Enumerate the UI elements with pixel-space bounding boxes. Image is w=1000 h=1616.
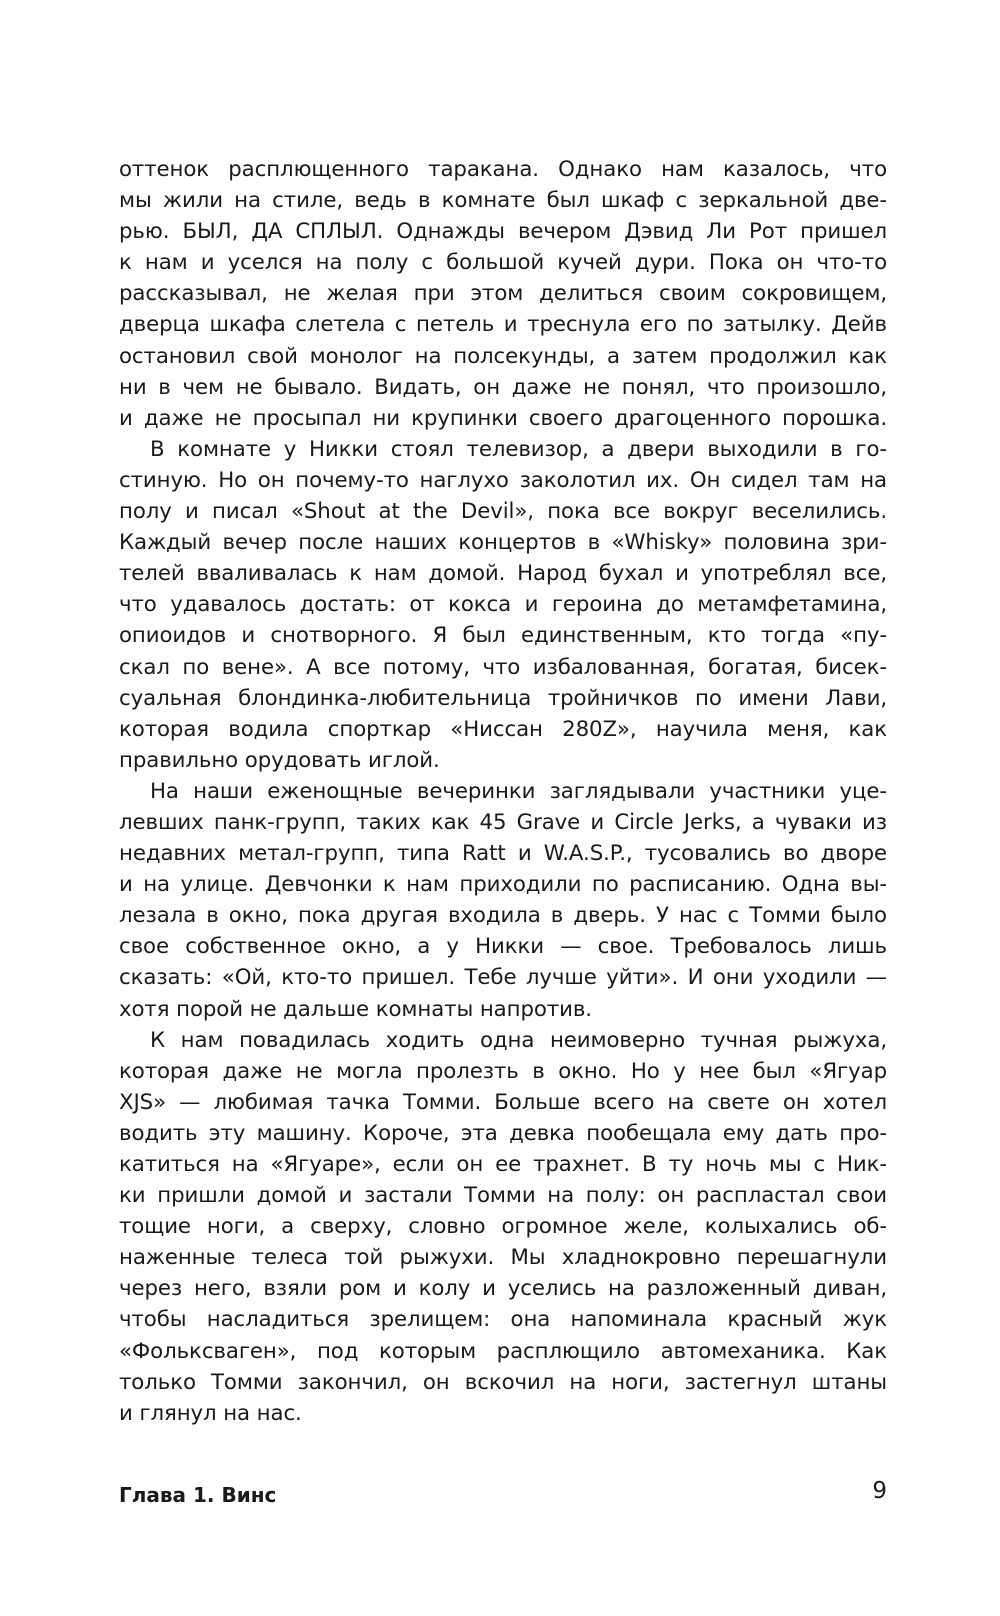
text-line: только Томми закончил, он вскочил на ноги, застегнул штаны (119, 1369, 887, 1395)
text-line: полу и писал «Shout at the Devil», пока все вокруг веселились. (119, 499, 887, 525)
body-text (119, 154, 887, 1429)
text-line: «Фольксваген», под которым расплющило автомеханика. Как (119, 1338, 887, 1364)
text-line: катиться на «Ягуаре», если он ее трахнет. В ту ночь мы с Ник- (119, 1152, 887, 1177)
chapter-title: Глава 1. Винс (119, 1483, 277, 1507)
text-line: которая даже не могла пролезть в окно. Но у нее был «Ягуар (119, 1058, 887, 1084)
text-line: и даже не просыпал ни крупинки своего драгоценного порошка. (119, 405, 887, 431)
text-line: рью. БЫЛ, ДА СПЛЫЛ. Однажды вечером Дэвид Ли Рот пришел (119, 219, 887, 245)
text-line: лезала в окно, пока другая входила в дверь. У нас с Томми было (119, 903, 887, 929)
text-line: водить эту машину. Короче, эта девка пообещала ему дать про- (119, 1120, 887, 1146)
text-line: недавних метал-групп, типа Ratt и W.A.S.P., тусовались во дворе (119, 841, 887, 867)
text-line: и на улице. Девчонки к нам приходили по расписанию. Одна вы- (119, 872, 887, 898)
text-line: ки пришли домой и застали Томми на полу: он распластал свои (119, 1183, 887, 1209)
text-line: остановил свой монолог на полсекунды, а затем продолжил как (119, 343, 887, 369)
text-line: оттенок расплющенного таракана. Однако нам казалось, что (119, 157, 887, 182)
text-line: В комнате у Никки стоял телевизор, а двери выходили в го- (150, 436, 887, 462)
text-line: наженные телеса той рыжухи. Мы хладнокровно перешагнули (119, 1245, 887, 1271)
text-line: свое собственное окно, а у Никки — свое. Требовалось лишь (119, 934, 887, 960)
text-line: опиоидов и снотворного. Я был единственным, кто тогда «пу- (119, 623, 887, 649)
text-line: чтобы насладиться зрелищем: она напоминала красный жук (119, 1307, 887, 1333)
text-line: На наши еженощные вечеринки заглядывали участники уце- (150, 778, 887, 804)
page-number: 9 (872, 1478, 887, 1504)
text-line: телей вваливалась к нам домой. Народ бухал и употреблял все, (119, 561, 887, 587)
text-line: что удавалось достать: от кокса и героина до метамфетамина, (119, 592, 887, 618)
text-line: К нам повадилась ходить одна неимоверно тучная рыжуха, (150, 1027, 887, 1053)
text-line: к нам и уселся на полу с большой кучей дури. Пока он что-то (119, 250, 887, 276)
text-line: через него, взяли ром и колу и уселись на разложенный диван, (119, 1276, 887, 1302)
text-line: суальная блондинка-любительница тройничков по имени Лави, (119, 685, 887, 711)
text-line: правильно орудовать иглой. (119, 747, 440, 773)
text-line: дверца шкафа слетела с петель и треснула его по затылку. Дейв (119, 312, 887, 338)
text-line: рассказывал, не желая при этом делиться своим сокровищем, (119, 281, 887, 307)
text-line: левших панк-групп, таких как 45 Grave и Circle Jerks, а чуваки из (119, 809, 887, 835)
text-line: сказать: «Ой, кто-то пришел. Тебе лучше уйти». И они уходили — (119, 965, 887, 991)
text-line: стиную. Но он почему-то наглухо заколотил их. Он сидел там на (119, 467, 887, 493)
text-line: и глянул на нас. (119, 1400, 302, 1426)
text-line: XJS» — любимая тачка Томми. Больше всего на свете он хотел (119, 1089, 887, 1115)
text-line: хотя порой не дальше комнаты напротив. (119, 996, 592, 1022)
text-line: ни в чем не бывало. Видать, он даже не понял, что произошло, (119, 374, 887, 400)
text-line: мы жили на стиле, ведь в комнате был шкаф с зеркальной две- (119, 188, 887, 214)
text-line: которая водила спорткар «Ниссан 280Z», научила меня, как (119, 716, 887, 742)
text-line: Каждый вечер после наших концертов в «Whisky» половина зри- (119, 530, 887, 556)
text-line: скал по вене». А все потому, что избалованная, богатая, бисек- (119, 654, 887, 680)
text-line: тощие ноги, а сверху, словно огромное желе, колыхались об- (119, 1214, 887, 1240)
